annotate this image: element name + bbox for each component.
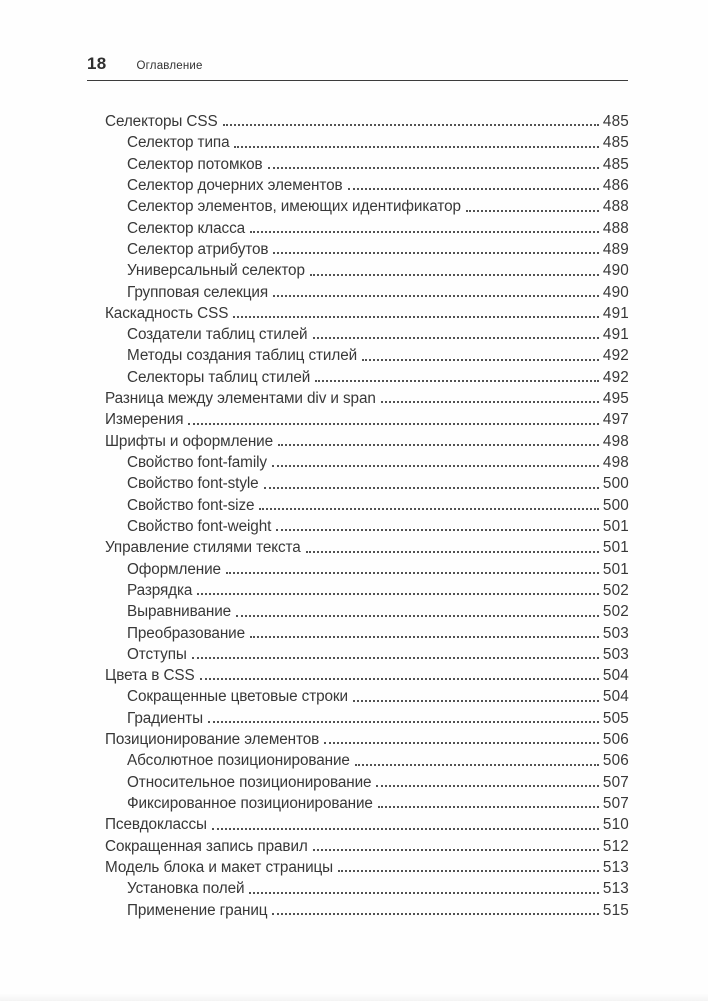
- dot-leader: [250, 231, 599, 233]
- toc-entry: [0, 665, 708, 686]
- toc-entry-page: 513: [602, 880, 629, 898]
- toc-entry: [0, 537, 708, 558]
- toc-entry-title: Абсолютное позиционирование: [127, 752, 350, 770]
- toc-entry-page: 488: [602, 219, 629, 237]
- dot-leader: [259, 508, 598, 510]
- dot-leader: [233, 316, 599, 318]
- dot-leader: [313, 337, 599, 339]
- dot-leader: [192, 657, 599, 659]
- toc-entry-title: Разрядка: [127, 581, 193, 599]
- toc-entry-page: 512: [602, 837, 629, 855]
- dot-leader: [188, 423, 598, 425]
- toc-entry: [0, 623, 708, 644]
- dot-leader: [313, 849, 599, 851]
- toc-entry-title: Сокращенная запись правил: [105, 837, 308, 855]
- toc-entry-title: Методы создания таблиц стилей: [127, 347, 358, 365]
- toc-entry-title: Селектор типа: [127, 134, 230, 152]
- dot-leader: [276, 529, 599, 531]
- dot-leader: [273, 295, 599, 297]
- dot-leader: [226, 572, 599, 574]
- toc-entry: [0, 686, 708, 707]
- dot-leader: [338, 870, 599, 872]
- dot-leader: [212, 828, 599, 830]
- toc-entry: [0, 175, 708, 196]
- dot-leader: [306, 551, 599, 553]
- dot-leader: [223, 124, 599, 126]
- toc-entry-page: 497: [602, 411, 629, 429]
- toc-entry: [0, 814, 708, 835]
- dot-leader: [234, 146, 598, 148]
- toc-entry-title: Создатели таблиц стилей: [127, 326, 308, 344]
- toc-entry: [0, 559, 708, 580]
- dot-leader: [273, 252, 598, 254]
- toc-entry-title: Выравнивание: [127, 603, 232, 621]
- dot-leader: [315, 380, 599, 382]
- page-header: [87, 54, 628, 74]
- toc-entry-title: Свойство font-weight: [127, 517, 272, 535]
- dot-leader: [268, 167, 599, 169]
- toc-entry-title: Отступы: [127, 645, 187, 663]
- dot-leader: [250, 636, 599, 638]
- toc-entry-page: 488: [602, 198, 629, 216]
- toc-entry-page: 513: [602, 858, 629, 876]
- dot-leader: [310, 274, 599, 276]
- toc-entry-page: 485: [602, 113, 629, 130]
- toc-entry: [0, 239, 708, 260]
- toc-entry-title: Каскадность CSS: [105, 304, 229, 322]
- running-head: Оглавление: [136, 60, 203, 72]
- toc-entry: [0, 282, 708, 303]
- toc-entry-title: Селектор дочерних элементов: [127, 176, 343, 194]
- toc-entry-page: 507: [602, 795, 629, 812]
- toc-entry-title: Сокращенные цветовые строки: [127, 688, 348, 706]
- toc-entry-page: 507: [602, 773, 629, 791]
- dot-leader: [348, 188, 599, 190]
- dot-leader: [466, 210, 599, 212]
- toc-entry: [0, 409, 708, 430]
- dot-leader: [200, 678, 599, 680]
- dot-leader: [197, 593, 599, 595]
- toc-entry: [0, 644, 708, 665]
- toc-entry-page: 506: [602, 731, 629, 749]
- toc-entry-page: 490: [602, 283, 629, 301]
- toc-entry-title: Градиенты: [127, 709, 203, 727]
- toc-entry-title: Свойство font-family: [127, 454, 267, 471]
- toc-entry: [0, 495, 708, 516]
- dot-leader: [353, 700, 599, 702]
- toc-entry-title: Селектор потомков: [127, 155, 263, 173]
- toc-entry-title: Цвета в CSS: [105, 667, 195, 685]
- toc-entry-page: 501: [602, 560, 629, 578]
- dot-leader: [249, 892, 598, 894]
- toc-entry: [0, 388, 708, 409]
- toc-entry: [0, 750, 708, 771]
- toc-entry: [0, 900, 708, 921]
- toc-entry-page: 505: [602, 709, 629, 727]
- toc-entry-page: 515: [602, 901, 629, 919]
- toc-entry-page: 502: [602, 581, 629, 599]
- toc-entry: [0, 516, 708, 537]
- toc-entry-page: 506: [602, 752, 629, 770]
- toc-entry-page: 492: [602, 347, 629, 365]
- toc-entry-page: 492: [602, 368, 629, 386]
- toc-entry-title: Управление стилями текста: [105, 539, 301, 557]
- toc-entry: [0, 708, 708, 729]
- toc-entry: [0, 260, 708, 281]
- toc-entry-title: Оформление: [127, 560, 221, 578]
- toc-entry: [0, 473, 708, 494]
- toc-entry: [0, 111, 708, 132]
- toc-entry-title: Шрифты и оформление: [105, 432, 274, 450]
- toc-entry-page: 504: [602, 688, 629, 706]
- toc-entry: [0, 132, 708, 153]
- toc-entry-title: Установка полей: [127, 880, 245, 898]
- toc-entry-page: 503: [602, 645, 629, 663]
- toc-entry-title: Групповая селекция: [127, 283, 269, 301]
- dot-leader: [324, 742, 599, 744]
- toc-entry-page: 486: [602, 176, 629, 194]
- toc-entry: [0, 324, 708, 345]
- toc-entry-page: 495: [602, 390, 629, 408]
- toc-entry-page: 502: [602, 603, 629, 621]
- toc-entry: [0, 729, 708, 750]
- toc-entry-page: 491: [602, 326, 629, 344]
- toc-list: [0, 111, 708, 921]
- dot-leader: [362, 359, 599, 361]
- toc-entry-title: Универсальный селектор: [127, 262, 305, 280]
- toc-entry-page: 503: [602, 624, 629, 642]
- toc-entry-page: 500: [602, 496, 629, 514]
- toc-entry-page: 485: [602, 134, 629, 152]
- toc-entry-page: 510: [602, 816, 629, 834]
- toc-entry-page: 504: [602, 667, 629, 685]
- dot-leader: [272, 913, 598, 915]
- dot-leader: [272, 465, 599, 467]
- toc-entry: [0, 836, 708, 857]
- toc-entry: [0, 154, 708, 175]
- toc-entry-title: Селектор атрибутов: [127, 240, 269, 258]
- toc-entry-title: Фиксированное позиционирование: [127, 795, 373, 812]
- page-number: 18: [87, 54, 107, 73]
- toc-entry-title: Преобразование: [127, 624, 246, 642]
- toc-entry: [0, 793, 708, 814]
- toc-entry-title: Модель блока и макет страницы: [105, 858, 334, 876]
- toc-entry-page: 490: [602, 262, 629, 280]
- toc-entry: [0, 431, 708, 452]
- toc-entry-title: Селекторы таблиц стилей: [127, 368, 311, 386]
- dot-leader: [264, 487, 599, 489]
- toc-entry-page: 498: [602, 432, 629, 450]
- dot-leader: [236, 615, 599, 617]
- toc-entry: [0, 367, 708, 388]
- toc-entry: [0, 772, 708, 793]
- toc-entry-page: 489: [602, 240, 629, 258]
- header-rule: [87, 80, 628, 81]
- toc-entry-title: Селектор класса: [127, 219, 246, 237]
- toc-entry-page: 500: [602, 475, 629, 493]
- toc-entry: [0, 196, 708, 217]
- toc-entry: [0, 345, 708, 366]
- toc-entry-title: Измерения: [105, 411, 184, 429]
- toc-entry: [0, 878, 708, 899]
- toc-entry-title: Селекторы CSS: [105, 113, 218, 130]
- dot-leader: [376, 785, 598, 787]
- toc-entry: [0, 580, 708, 601]
- toc-entry-title: Свойство font-style: [127, 475, 259, 493]
- toc-entry-page: 491: [602, 304, 629, 322]
- toc-entry-page: 501: [602, 539, 629, 557]
- toc-entry-page: 501: [602, 517, 629, 535]
- toc-entry: [0, 218, 708, 239]
- dot-leader: [378, 806, 599, 808]
- dot-leader: [208, 721, 599, 723]
- toc-entry: [0, 857, 708, 878]
- dot-leader: [355, 764, 599, 766]
- toc-entry-page: 485: [602, 155, 629, 173]
- toc-entry-title: Селектор элементов, имеющих идентификатор: [127, 198, 461, 216]
- toc-entry: [0, 452, 708, 473]
- toc-entry: [0, 601, 708, 622]
- toc-entry: [0, 303, 708, 324]
- dot-leader: [381, 401, 599, 403]
- toc-entry-title: Псевдоклассы: [105, 816, 207, 834]
- toc-entry-title: Разница между элементами div и span: [105, 390, 376, 408]
- toc-entry-title: Свойство font-size: [127, 496, 255, 514]
- toc-entry-title: Применение границ: [127, 901, 268, 919]
- toc-entry-title: Позиционирование элементов: [105, 731, 320, 749]
- toc-entry-page: 498: [602, 454, 629, 471]
- toc-entry-title: Относительное позиционирование: [127, 773, 372, 791]
- dot-leader: [278, 444, 599, 446]
